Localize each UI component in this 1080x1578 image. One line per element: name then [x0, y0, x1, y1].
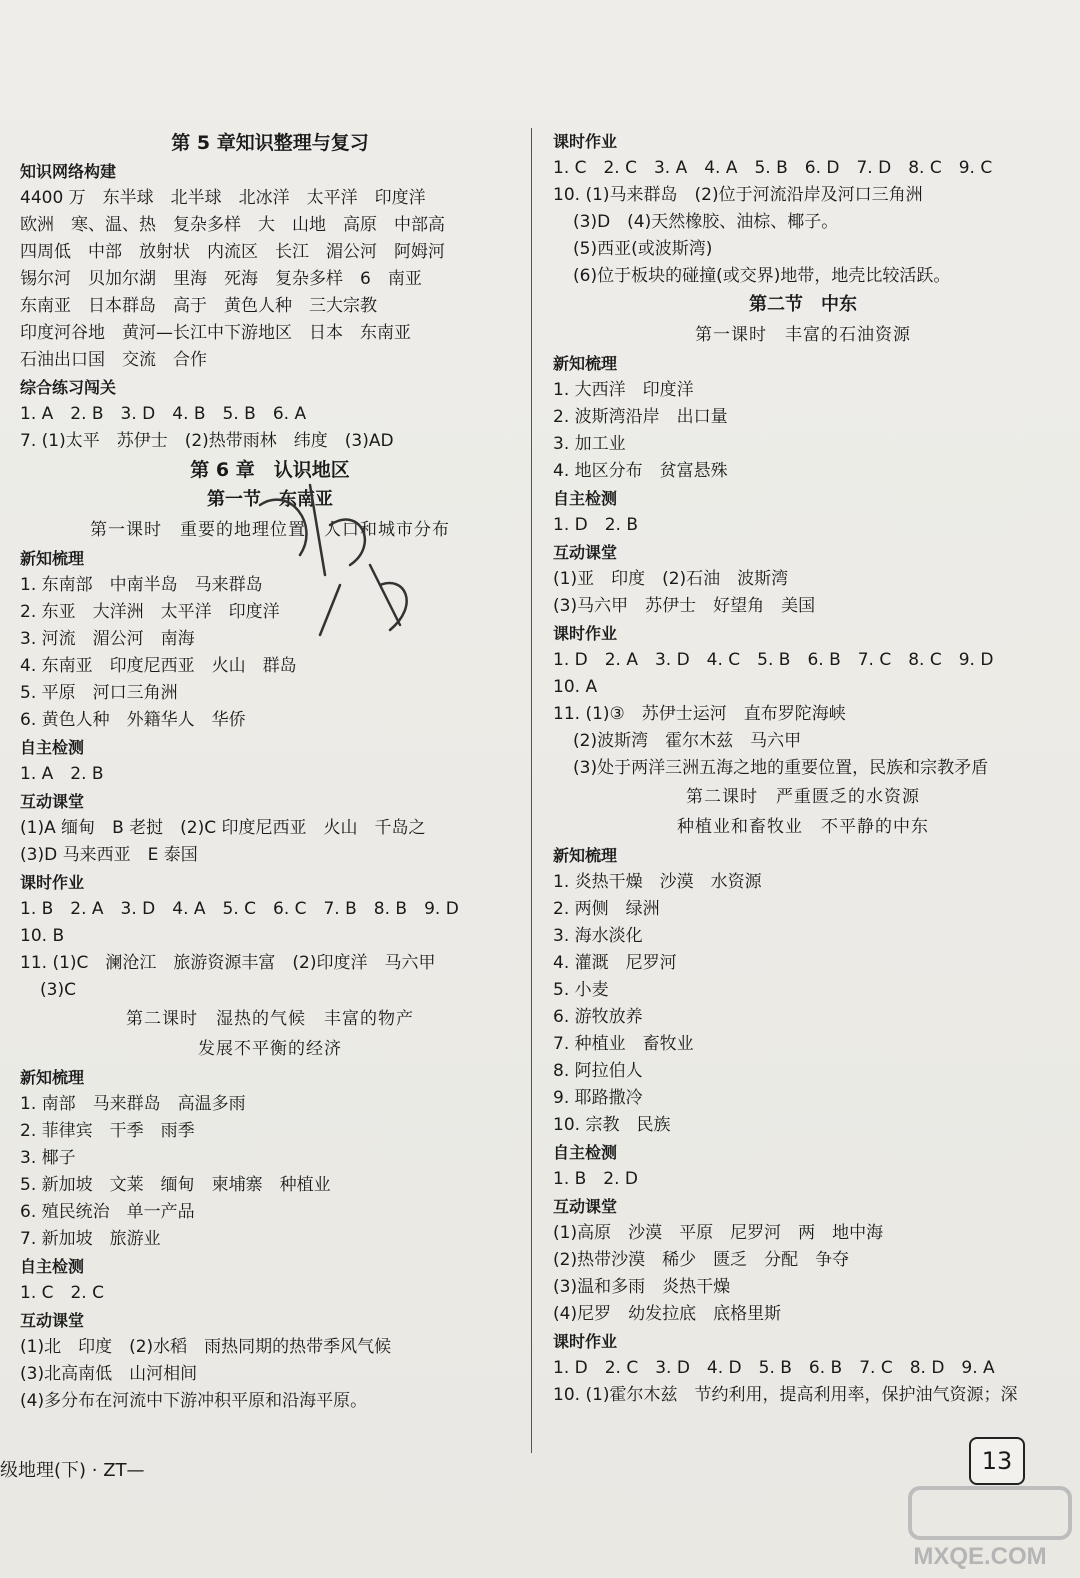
- section-heading: 课时作业: [553, 132, 618, 151]
- answer-line: 6. 黄色人种 外籍华人 华侨: [20, 710, 246, 730]
- answer-line: 7. (1)太平 苏伊士 (2)热带雨林 纬度 (3)AD: [20, 431, 394, 451]
- answer-line: 10. 宗教 民族: [553, 1115, 671, 1135]
- title-line: 发展不平衡的经济: [198, 1039, 342, 1059]
- answer-line: (6)位于板块的碰撞(或交界)地带，地壳比较活跃。: [573, 266, 951, 286]
- section-heading: 自主检测: [20, 1257, 85, 1276]
- answer-line: 东南亚 日本群岛 高于 黄色人种 三大宗教: [20, 296, 377, 316]
- answer-line: (3)处于两洋三洲五海之地的重要位置，民族和宗教矛盾: [573, 758, 989, 778]
- answer-line: 9. 耶路撒冷: [553, 1088, 643, 1108]
- section-heading: 自主检测: [553, 489, 618, 508]
- answer-line: 1. 东南部 中南半岛 马来群岛: [20, 575, 263, 595]
- answer-line: 石油出口国 交流 合作: [20, 350, 207, 370]
- answer-line: (3)北高南低 山河相间: [20, 1364, 198, 1384]
- answer-line: 7. 种植业 畜牧业: [553, 1034, 694, 1054]
- answer-line: 印度河谷地 黄河—长江中下游地区 日本 东南亚: [20, 323, 411, 343]
- answer-line: 1. A 2. B: [20, 764, 104, 784]
- answer-line: 4400 万 东半球 北半球 北冰洋 太平洋 印度洋: [20, 188, 426, 208]
- answer-line: 4. 灌溉 尼罗河: [553, 953, 677, 973]
- section-heading: 新知梳理: [20, 1068, 85, 1087]
- answer-line: 10. A: [553, 677, 598, 697]
- answer-line: 5. 新加坡 文莱 缅甸 柬埔寨 种植业: [20, 1175, 331, 1195]
- answer-line: 锡尔河 贝加尔湖 里海 死海 复杂多样 6 南亚: [20, 269, 422, 289]
- answer-line: (3)温和多雨 炎热干燥: [553, 1277, 731, 1297]
- watermark-text: MXQE.COM: [913, 1543, 1047, 1570]
- section-heading: 课时作业: [553, 624, 618, 643]
- answer-line: 3. 椰子: [20, 1148, 76, 1168]
- answer-line: (1)北 印度 (2)水稻 雨热同期的热带季风气候: [20, 1337, 392, 1357]
- answer-line: 3. 海水淡化: [553, 926, 643, 946]
- answer-line: (1)A 缅甸 B 老挝 (2)C 印度尼西亚 火山 千岛之: [20, 818, 426, 838]
- section-heading: 互动课堂: [553, 543, 618, 562]
- title-line: 第一课时 重要的地理位置 人口和城市分布: [90, 520, 450, 540]
- section-heading: 自主检测: [553, 1143, 618, 1162]
- answer-line: 1. 炎热干燥 沙漠 水资源: [553, 872, 762, 892]
- answer-line: 1. 南部 马来群岛 高温多雨: [20, 1094, 246, 1114]
- answer-line: 3. 河流 湄公河 南海: [20, 629, 195, 649]
- answer-line: (1)高原 沙漠 平原 尼罗河 两 地中海: [553, 1223, 884, 1243]
- section-heading: 综合练习闯关: [20, 378, 117, 397]
- title-line: 第二课时 湿热的气候 丰富的物产: [126, 1009, 414, 1029]
- title-line: 第二节 中东: [749, 294, 857, 315]
- answer-line: (2)波斯湾 霍尔木兹 马六甲: [573, 731, 802, 751]
- answer-line: 1. B 2. D: [553, 1169, 638, 1189]
- answer-line: 2. 东亚 大洋洲 太平洋 印度洋: [20, 602, 280, 622]
- answer-line: 1. C 2. C 3. A 4. A 5. B 6. D 7. D 8. C 9. C: [553, 158, 993, 178]
- answer-line: 8. 阿拉伯人: [553, 1061, 643, 1081]
- answer-line: 10. B: [20, 926, 65, 946]
- answer-line: 10. (1)霍尔木兹 节约利用，提高利用率，保护油气资源；深: [553, 1385, 1018, 1405]
- column-divider: [531, 128, 532, 1453]
- answer-line: 四周低 中部 放射状 内流区 长江 湄公河 阿姆河: [20, 242, 445, 262]
- answer-line: 1. 大西洋 印度洋: [553, 380, 694, 400]
- title-line: 第 5 章知识整理与复习: [171, 132, 369, 154]
- answer-line: 2. 波斯湾沿岸 出口量: [553, 407, 728, 427]
- answer-line: 欧洲 寒、温、热 复杂多样 大 山地 高原 中部高: [20, 215, 445, 235]
- answer-line: (2)热带沙漠 稀少 匮乏 分配 争夺: [553, 1250, 850, 1270]
- answer-line: 7. 新加坡 旅游业: [20, 1229, 161, 1249]
- page-number: 13: [969, 1437, 1025, 1485]
- answer-line: 11. (1)C 澜沧江 旅游资源丰富 (2)印度洋 马六甲: [20, 953, 436, 973]
- answer-line: 1. D 2. A 3. D 4. C 5. B 6. B 7. C 8. C 9. D: [553, 650, 994, 670]
- section-heading: 课时作业: [553, 1332, 618, 1351]
- title-line: 第一课时 丰富的石油资源: [695, 325, 911, 345]
- title-line: 第 6 章 认识地区: [190, 459, 350, 481]
- answer-line: 4. 东南亚 印度尼西亚 火山 群岛: [20, 656, 297, 676]
- section-heading: 互动课堂: [20, 1311, 85, 1330]
- answer-line: 5. 小麦: [553, 980, 609, 1000]
- answer-line: (3)D (4)天然橡胶、油棕、椰子。: [573, 212, 839, 232]
- section-heading: 互动课堂: [20, 792, 85, 811]
- answer-line: 1. B 2. A 3. D 4. A 5. C 6. C 7. B 8. B 9. D: [20, 899, 459, 919]
- answer-line: 3. 加工业: [553, 434, 626, 454]
- answer-line: 11. (1)③ 苏伊士运河 直布罗陀海峡: [553, 704, 846, 724]
- title-line: 种植业和畜牧业 不平静的中东: [677, 817, 929, 837]
- answer-line: (3)C: [40, 980, 76, 1000]
- title-line: 第一节 东南亚: [207, 489, 333, 510]
- section-heading: 新知梳理: [553, 354, 618, 373]
- answer-line: 2. 菲律宾 干季 雨季: [20, 1121, 195, 1141]
- answer-line: 1. D 2. B: [553, 515, 638, 535]
- answer-line: 1. A 2. B 3. D 4. B 5. B 6. A: [20, 404, 307, 424]
- answer-line: (5)西亚(或波斯湾): [573, 239, 713, 259]
- answer-line: 2. 两侧 绿洲: [553, 899, 660, 919]
- section-heading: 知识网络构建: [20, 162, 117, 181]
- section-heading: 新知梳理: [20, 549, 85, 568]
- section-heading: 课时作业: [20, 873, 85, 892]
- answer-line: (3)马六甲 苏伊士 好望角 美国: [553, 596, 816, 616]
- answer-line: 6. 游牧放养: [553, 1007, 643, 1027]
- right-column: [553, 128, 1053, 1409]
- handwritten-scribble: [230, 465, 460, 645]
- watermark-logo: [880, 1480, 1080, 1578]
- answer-line: 4. 地区分布 贫富悬殊: [553, 461, 728, 481]
- answer-line: 1. C 2. C: [20, 1283, 104, 1303]
- answer-line: (4)尼罗 幼发拉底 底格里斯: [553, 1304, 782, 1324]
- left-column: [20, 128, 520, 1415]
- section-heading: 互动课堂: [553, 1197, 618, 1216]
- answer-line: 5. 平原 河口三角洲: [20, 683, 178, 703]
- answer-line: 1. D 2. C 3. D 4. D 5. B 6. B 7. C 8. D 9. A: [553, 1358, 995, 1378]
- footer-series-label: 级地理(下) · ZT—: [0, 1460, 145, 1481]
- answer-line: 10. (1)马来群岛 (2)位于河流沿岸及河口三角洲: [553, 185, 923, 205]
- answer-line: (1)亚 印度 (2)石油 波斯湾: [553, 569, 789, 589]
- section-heading: 自主检测: [20, 738, 85, 757]
- title-line: 第二课时 严重匮乏的水资源: [686, 787, 920, 807]
- answer-line: (3)D 马来西亚 E 泰国: [20, 845, 198, 865]
- answer-line: (4)多分布在河流中下游冲积平原和沿海平原。: [20, 1391, 368, 1411]
- section-heading: 新知梳理: [553, 846, 618, 865]
- answer-line: 6. 殖民统治 单一产品: [20, 1202, 195, 1222]
